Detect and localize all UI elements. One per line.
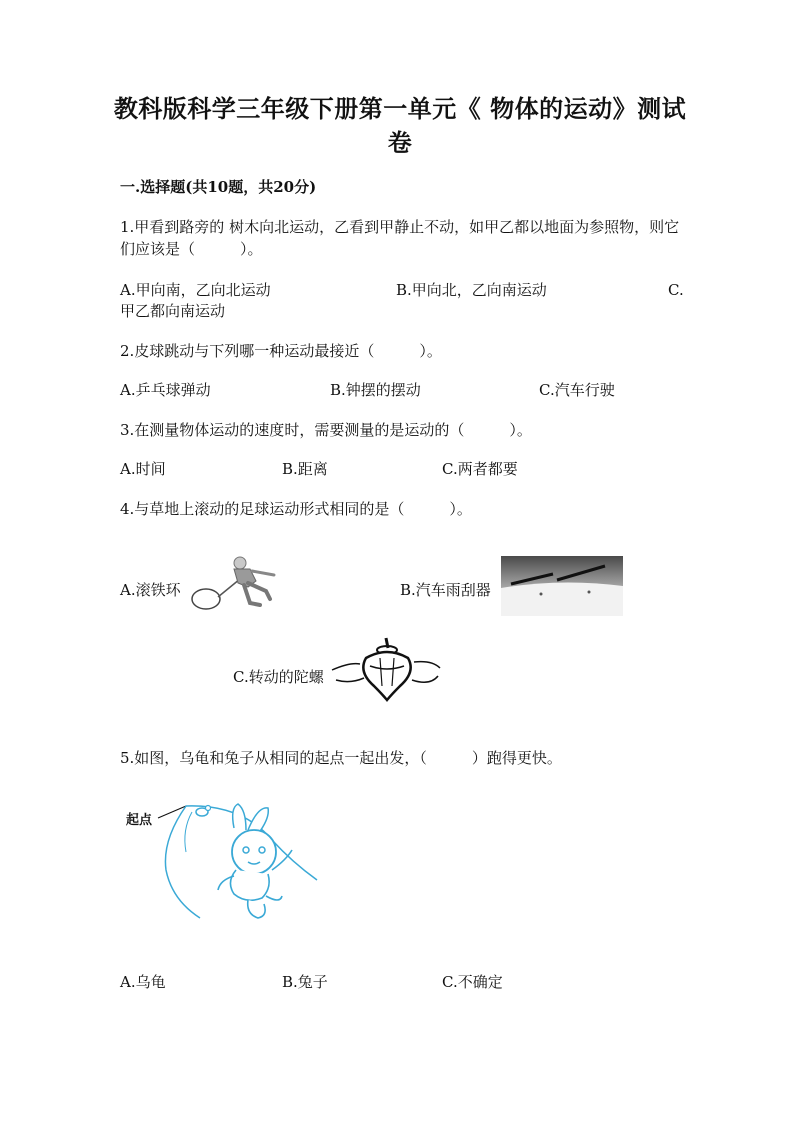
question-4-option-a[interactable]: A.滚铁环 [120, 581, 181, 599]
question-5-option-c[interactable]: C.不确定 [442, 973, 503, 991]
question-4-option-b[interactable]: B.汽车雨刮器 [400, 581, 491, 599]
question-5-stem: 5.如图，乌龟和兔子从相同的起点一起出发，（ ）跑得更快。 [120, 749, 562, 767]
question-1-option-c-text[interactable]: 甲乙都向南运动 [120, 302, 226, 320]
question-3-stem: 3.在测量物体运动的速度时，需要测量的是运动的（ ）。 [120, 421, 532, 439]
question-1-option-b[interactable]: B.甲向北，乙向南运动 [396, 281, 547, 299]
question-1-stem: 1.甲看到路旁的 树木向北运动，乙看到甲静止不动，如甲乙都以地面为参照物，则它们应该是（ ）。 [120, 218, 680, 258]
question-5-option-a[interactable]: A.乌龟 [120, 973, 166, 991]
question-3-option-c[interactable]: C.两者都要 [442, 460, 518, 478]
question-2-option-a[interactable]: A.乒乓球弹动 [120, 381, 211, 399]
question-2-option-c[interactable]: C.汽车行驶 [539, 381, 615, 399]
page-title: 教科版科学三年级下册第一单元《 物体的运动》测试卷 [113, 94, 687, 157]
start-point-label: 起点 [126, 813, 153, 828]
question-5-option-b[interactable]: B.兔子 [282, 973, 328, 991]
question-3-option-b[interactable]: B.距离 [282, 460, 328, 478]
windshield-wiper-image [501, 556, 623, 616]
section-title: 一.选择题(共10题，共20分) [120, 178, 317, 196]
question-3-option-a[interactable]: A.时间 [120, 460, 166, 478]
question-4-option-c[interactable]: C.转动的陀螺 [233, 668, 324, 686]
question-4-stem: 4.与草地上滚动的足球运动形式相同的是（ ）。 [120, 500, 472, 518]
spinning-top-image [330, 636, 445, 706]
question-1-option-a[interactable]: A.甲向南，乙向北运动 [120, 281, 271, 299]
tortoise-rabbit-figure [122, 800, 322, 925]
hoop-rolling-image [190, 553, 290, 613]
question-1-option-c-prefix[interactable]: C. [668, 281, 684, 299]
question-2-stem: 2.皮球跳动与下列哪一种运动最接近（ ）。 [120, 342, 442, 360]
question-2-option-b[interactable]: B.钟摆的摆动 [330, 381, 421, 399]
